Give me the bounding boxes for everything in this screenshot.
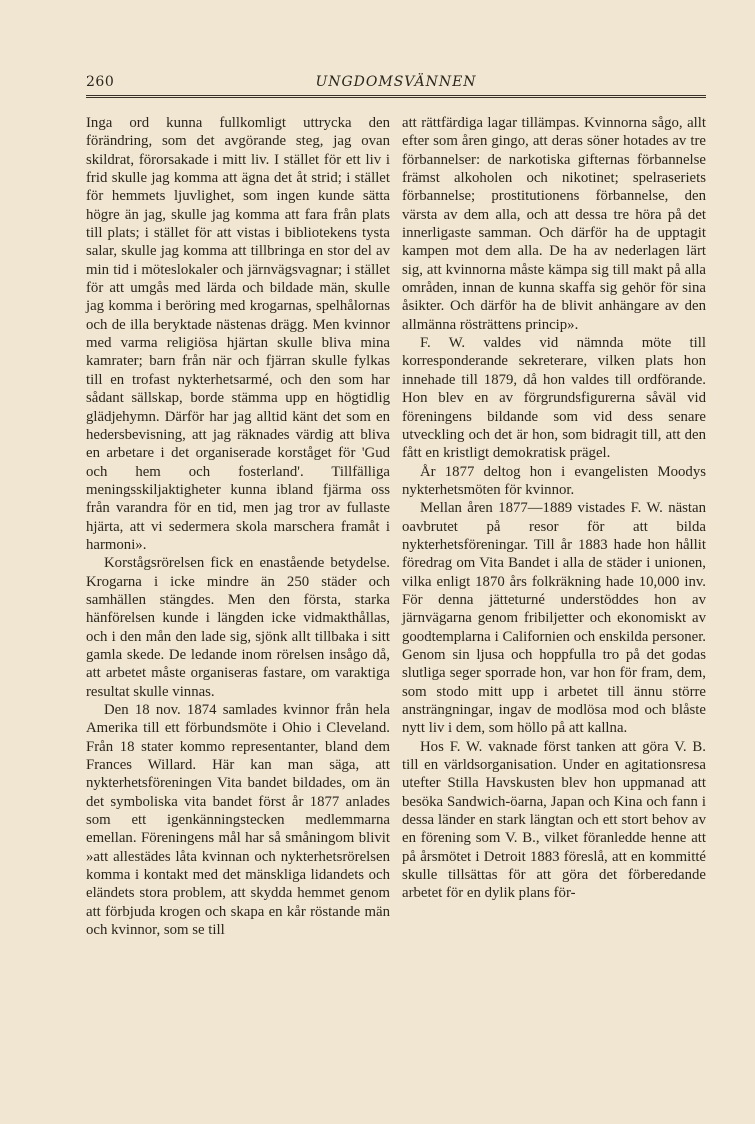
paragraph: F. W. valdes vid nämnda möte till korresponderande sekreterare, vilken plats hon innehade till 1879, då hon valdes till ordförande. Hon blev en av förgrundsfigurerna såväl vid föreningens bildande som vid dess senare utveckling och det är hon, som bidragit till, att den fått en kristligt demokratisk prägel. <box>402 335 706 462</box>
page-number: 260 <box>86 74 115 90</box>
right-column <box>402 114 706 903</box>
page-header <box>86 74 706 94</box>
paragraph: Korstågsrörelsen fick en enastående betydelse. Krogarna i icke mindre än 250 städer och samhällen stängdes. Men den första, starka hänförelsen kunde i längden icke vidmakthållas, och i den mån den lade sig, sjönk allt tillbaka i sitt gamla skede. De ledande inom rörelsen insågo då, att arbetet måste organiseras fastare, om varaktiga resultat skulle vinnas. <box>86 555 390 700</box>
paragraph: Inga ord kunna fullkomligt uttrycka den förändring, som det avgörande steg, jag ovan skildrat, förorsakade i mitt liv. I stället för ett liv i frid skulle jag komma att ägna det åt strid; i stället för hemmets ljuvlighet, som ingen kunde sätta högre än jag, skulle jag komma att fara från plats till plats; i stället för att vistas i bibliotekens tysta salar, skulle jag komma att tillbringa en stor del av min tid i möteslokaler och järnvägsvagnar; i stället för att umgås med lärda och bildade män, skulle jag komma i beröring med krogarnas, spelhålornas och de illa beryktade nästenas drägg. Men kvinnor med varma religiösa hjärtan skulle bliva mina kamrater; barn från när och fjärran skulle fylkas till en trofast nykterhetsarmé, och den som har sådant sällskap, borde stämma upp en högtidlig glädjehymn. Därför har jag alltid känt det som en hedersbevisning, att jag räknades värdig att bliva en arbetare i det organiserade korståget för 'Gud och hem och fosterland'. Tillfälliga meningsskiljaktigheter kunna ibland fjärma oss från varandra för en tid, men jag tror av fullaste hjärta, att vi sedermera skola marschera framåt i harmoni». <box>86 115 390 553</box>
paragraph: År 1877 deltog hon i evangelisten Moodys nykterhetsmöten för kvinnor. <box>402 463 706 498</box>
running-title: UNGDOMSVÄNNEN <box>315 74 477 90</box>
header-rule <box>86 95 706 98</box>
paragraph: Den 18 nov. 1874 samlades kvinnor från hela Amerika till ett förbundsmöte i Ohio i Cleveland. Från 18 stater kommo representanter, bland dem Frances Willard. Här kan man säga, att nykterhetsföreningen Vita bandet bildades, om än det symboliska vita bandet först år 1877 anlades som ett igenkänningstecken medlemmarna emellan. Föreningens mål har så småningom blivit »att allestädes låta kvinnan och nykterhetsrörelsen komma i kontakt med det mänskliga lidandets och eländets stora problem, att skydda hemmet genom att förbjuda krogen och skapa en kår röstande män och kvinnor, som se till <box>86 702 390 939</box>
left-column <box>86 114 390 939</box>
paragraph: Hos F. W. vaknade först tanken att göra V. B. till en världsorganisation. Under en agitationsresa utefter Stilla Havskusten blev hon uppmanad att besöka Sandwich-öarna, Japan och Kina och fann i dessa länder en stark längtan och ett stort behov av en förening som V. B., vilket föranledde henne att på årsmötet i Detroit 1883 föreslå, att en kommitté skulle tillsättas för att göra det förberedande arbetet för en dylik plans för- <box>402 738 706 902</box>
paragraph: att rättfärdiga lagar tillämpas. Kvinnorna sågo, allt efter som åren gingo, att deras söner hotades av tre förbannelser: de narkotiska gifternas förbannelse främst alkoholen och nikotinet; spelraseriets förbannelse; prostitutionens förbannelse, den värsta av dem alla, och att dessa tre höra på det innerligaste samman. Och därför ha de upptagit kampen mot dem alla. De ha av nederlagen lärt sig, att kvinnorna måste kämpa sig till makt på alla områden, innan de kunna skaffa sig gehör för sina åsikter. Och därför ha de blivit anhängare av den allmänna rösträttens princip». <box>402 115 706 333</box>
paragraph: Mellan åren 1877—1889 vistades F. W. nästan oavbrutet på resor för att bilda nykterhetsföreningar. Till år 1883 hade hon hållit föredrag om Vita Bandet i alla de städer i unionen, vilka enligt 1870 års folkräkning hade 10,000 inv. För denna jätteturné understöddes hon av järnvägarna genom fribiljetter och ekonomiskt av goodtemplarna i Californien och enskilda personer. Genom sin ljusa och hoppfulla tro på det godas slutliga seger sporrade hon, var hon för fram, dem, som stodo mitt upp i arbetet till ännu större ansträngningar, ingav de modlösa mod och blåste nytt liv i dem, som höllo på att kallna. <box>402 500 706 737</box>
